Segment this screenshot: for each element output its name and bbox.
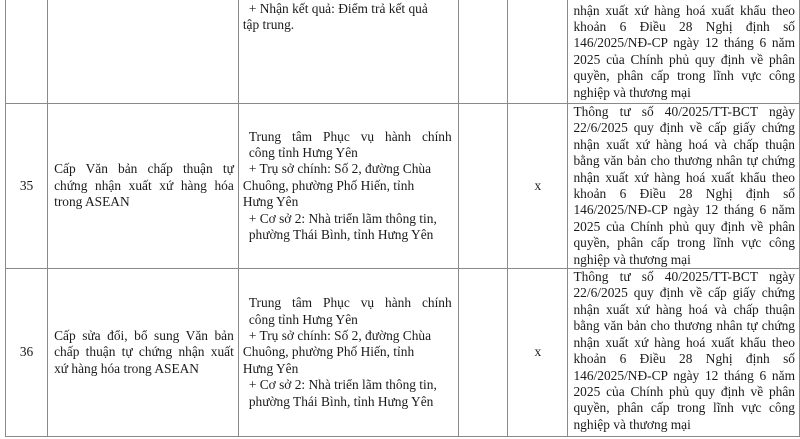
procedure-name-cell: Cấp Văn bản chấp thuận tự chứng nhận xuất xứ hàng hóa trong ASEAN bbox=[48, 104, 239, 269]
legal-line: khoản 6 Điều 28 Nghị định số bbox=[573, 18, 795, 34]
place-line: Chuông, phường Phố Hiến, tỉnh bbox=[242, 344, 415, 360]
legal-basis-text: Thông tư số 40/2025/TT-BCT ngày 22/6/2025 quy định về cấp giấy chứng nhận xuất xứ hàng hoá và chấp thuận bằng văn bản cho thương nhân tự chứng nhận xuất xứ hàng hoá xuất khẩu theo khoản 6 Điều 28 Nghị định số 146/2025/NĐ-CP ngày 12 tháng 6 năm 2025 của Chính phủ quy định về phân quyền, phân cấp trong lĩnh vực công nghiệp và thương mại bbox=[573, 269, 795, 432]
legal-basis-text: Thông tư số 40/2025/TT-BCT ngày 22/6/2025 quy định về cấp giấy chứng nhận xuất xứ hàng hoá và chấp thuận bằng văn bản cho thương nhân tự chứng nhận xuất xứ hàng hoá xuất khẩu theo khoản 6 Điều 28 Nghị định số 146/2025/NĐ-CP ngày 12 tháng 6 năm 2025 của Chính phủ quy định về phân quyền, phân cấp trong lĩnh vực công nghiệp và thương mại bbox=[573, 104, 795, 267]
place-line: + Trụ sở chính: Số 2, đường Chùa bbox=[248, 327, 432, 343]
stt-cell: 35 bbox=[6, 104, 48, 269]
place-cell bbox=[238, 269, 458, 437]
table-row bbox=[6, 269, 800, 437]
place-line: Trung tâm Phục vụ hành chính bbox=[248, 295, 452, 311]
place-line: Hưng Yên bbox=[242, 194, 299, 210]
legal-line: nghiệp và thương mại bbox=[573, 84, 691, 100]
place-line: công tỉnh Hưng Yên bbox=[248, 311, 358, 327]
stt-cell bbox=[6, 0, 48, 104]
place-line: Trung tâm Phục vụ hành chính bbox=[248, 128, 452, 144]
level-cell-a bbox=[458, 0, 507, 104]
place-line: Chuông, phường Phố Hiến, tỉnh bbox=[242, 177, 415, 193]
legal-line: 146/2025/NĐ-CP ngày 12 tháng 6 năm bbox=[573, 35, 795, 51]
place-line: tập trung. bbox=[242, 17, 295, 33]
legal-line: nhận xuất xứ hàng hoá xuất khẩu theo bbox=[573, 2, 795, 18]
level-cell-a bbox=[458, 269, 507, 437]
procedures-table bbox=[5, 0, 800, 437]
level-cell-b bbox=[508, 0, 568, 104]
level-cell-a bbox=[458, 104, 507, 269]
place-line: + Cơ sở 2: Nhà triển lãm thông tin, bbox=[248, 377, 437, 393]
place-line: Hưng Yên bbox=[242, 360, 299, 376]
legal-basis-cell bbox=[568, 0, 800, 104]
level-cell-b: x bbox=[508, 269, 568, 437]
procedure-name-cell: Cấp sửa đổi, bổ sung Văn bản chấp thuận tự chứng nhận xuất xứ hàng hóa trong ASEAN bbox=[48, 269, 239, 437]
legal-basis-cell bbox=[568, 104, 800, 269]
place-cell bbox=[238, 0, 458, 104]
procedure-name-cell bbox=[48, 0, 239, 104]
table-row bbox=[6, 0, 800, 104]
legal-basis-cell bbox=[568, 269, 800, 437]
legal-line: quyền, phân cấp trong lĩnh vực công bbox=[573, 68, 795, 84]
place-line: công tỉnh Hưng Yên bbox=[248, 145, 358, 161]
level-cell-b: x bbox=[508, 104, 568, 269]
place-line: phường Thái Bình, tỉnh Hưng Yên bbox=[248, 393, 434, 409]
place-line: + Cơ sở 2: Nhà triển lãm thông tin, bbox=[248, 210, 437, 226]
place-line: phường Thái Bình, tỉnh Hưng Yên bbox=[248, 227, 434, 243]
table-row bbox=[6, 104, 800, 269]
place-cell bbox=[238, 104, 458, 269]
stt-cell: 36 bbox=[6, 269, 48, 437]
place-line: + Nhận kết quả: Điểm trả kết quả bbox=[248, 1, 428, 16]
place-line: + Trụ sở chính: Số 2, đường Chùa bbox=[248, 161, 432, 177]
legal-line: 2025 của Chính phủ quy định về phân bbox=[573, 51, 795, 67]
